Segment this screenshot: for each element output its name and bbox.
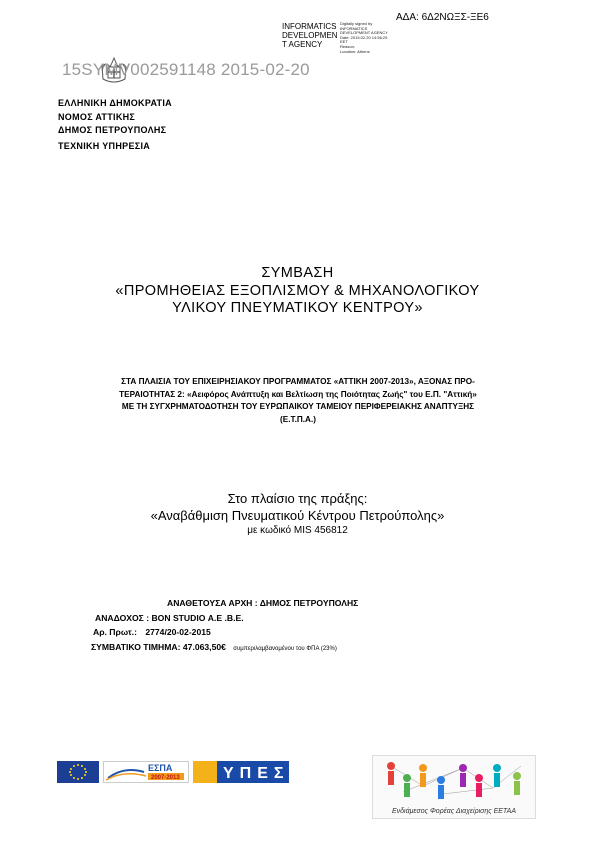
ypes-logo (193, 761, 289, 783)
signature-name-line: T AGENCY (282, 40, 323, 49)
action-intro: Στο πλαίσιο της πράξης: (227, 491, 368, 506)
protocol-number (93, 625, 358, 640)
footer-logos (57, 761, 289, 783)
contract-price (91, 640, 358, 657)
title-line: «ΠΡΟΜΗΘΕΙΑΣ ΕΞΟΠΛΙΣΜΟΥ & ΜΗΧΑΝΟΛΟΓΙΚΟΥ (115, 282, 480, 299)
contract-title (0, 265, 595, 318)
program-line: ΤΕΡΑΙΟΤΗΤΑΣ 2: «Αειφόρος Ανάπτυξη και Βελτίωση της Ποιότητας Ζωής" του Ε.Π. "Αττική» (119, 389, 477, 399)
signature-details (340, 22, 410, 54)
signature-name-line: DEVELOPMEN (282, 31, 338, 40)
issuer-line: ΕΛΛΗΝΙΚΗ ΔΗΜΟΚΡΑΤΙΑ (58, 98, 172, 108)
signature-detail-line: Date: 2015.02.20 14:56:29 (340, 34, 388, 40)
title-line: ΣΥΜΒΑΣΗ (261, 265, 334, 281)
program-description (52, 376, 544, 426)
eu-flag-icon (57, 761, 99, 783)
eetaa-caption: Ενδιάμεσος Φορέας Διαχείρισης ΕΕΤΑΑ (391, 808, 517, 815)
contract-info (93, 596, 358, 656)
signature-name (282, 22, 337, 49)
registration-stamp: 15SYMV002591148 2015-02-20 (62, 60, 310, 79)
signature-detail-line: DEVELOPMENT AGENCY (340, 30, 388, 36)
contractor: ΑΝΑΔΟΧΟΣ : BON STUDIO Α.Ε .Β.Ε. (95, 612, 244, 623)
protocol-label: Αρ. Πρωτ.: (93, 627, 137, 637)
signature-detail-line: Digitally signed by (340, 21, 373, 26)
issuer-line: ΤΕΧΝΙΚΗ ΥΠΗΡΕΣΙΑ (58, 140, 151, 151)
ypes-text: ΥΠΕΣ (223, 765, 289, 782)
price-value: 47.063,50€ (182, 641, 226, 652)
project-action (0, 490, 595, 538)
program-line: ΣΤΑ ΠΛΑΙΣΙΑ ΤΟΥ ΕΠΙΧΕΙΡΗΣΙΑΚΟΥ ΠΡΟΓΡΑΜΜΑΤΟΣ «ΑΤΤΙΚΗ 2007-2013», ΑΞΟΝΑΣ ΠΡΟ- (121, 377, 475, 386)
program-line: ΜΕ ΤΗ ΣΥΓΧΡΗΜΑΤΟΔΟΤΗΣΗ ΤΟΥ ΕΥΡΩΠΑΙΚΟΥ ΤΑΜΕΙΟΥ ΠΕΡΙΦΕΡΕΙΑΚΗΣ ΑΝΑΠΤΥΞΗΣ (121, 402, 475, 411)
title-line: ΥΛΙΚΟΥ ΠΝΕΥΜΑΤΙΚΟΥ ΚΕΝΤΡΟΥ» (172, 300, 423, 316)
espa-logo (103, 761, 189, 783)
issuer-line: ΝΟΜΟΣ ΑΤΤΙΚΗΣ (58, 111, 136, 122)
action-name: «Αναβάθμιση Πνευματικού Κέντρου Πετρούπολης» (150, 508, 445, 523)
price-label: ΣΥΜΒΑΤΙΚΟ ΤΙΜΗΜΑ: (91, 641, 181, 652)
issuer-line: ΔΗΜΟΣ ΠΕΤΡΟΥΠΟΛΗΣ (58, 125, 167, 135)
signature-detail-line: Location: Athens (340, 48, 370, 54)
espa-years: 2007-2013 (151, 775, 180, 781)
espa-text: ΕΣΠΑ (148, 763, 173, 773)
price-note: συμπεριλαμβανομένου του ΦΠΑ (23%) (233, 645, 337, 652)
protocol-value: 2774/20-02-2015 (145, 627, 211, 637)
signature-name-line: INFORMATICS (282, 22, 337, 31)
signature-detail-line: INFORMATICS (340, 25, 368, 31)
contracting-authority: ΑΝΑΘΕΤΟΥΣΑ ΑΡΧΗ : ΔΗΜΟΣ ΠΕΤΡΟΥΠΟΛΗΣ (167, 598, 359, 608)
issuer-header (58, 97, 172, 153)
eetaa-logo (372, 755, 536, 819)
program-line: (Ε.Τ.Π.Α.) (280, 414, 316, 424)
signature-detail-line: EET (340, 39, 348, 45)
signature-detail-line: Reason: (340, 43, 355, 49)
mis-code: με κωδικό MIS 456812 (247, 525, 348, 536)
digital-signature (282, 22, 402, 58)
ada-code: ΑΔΑ: 6Δ2ΝΩΞΣ-ΞΕ6 (396, 12, 489, 23)
